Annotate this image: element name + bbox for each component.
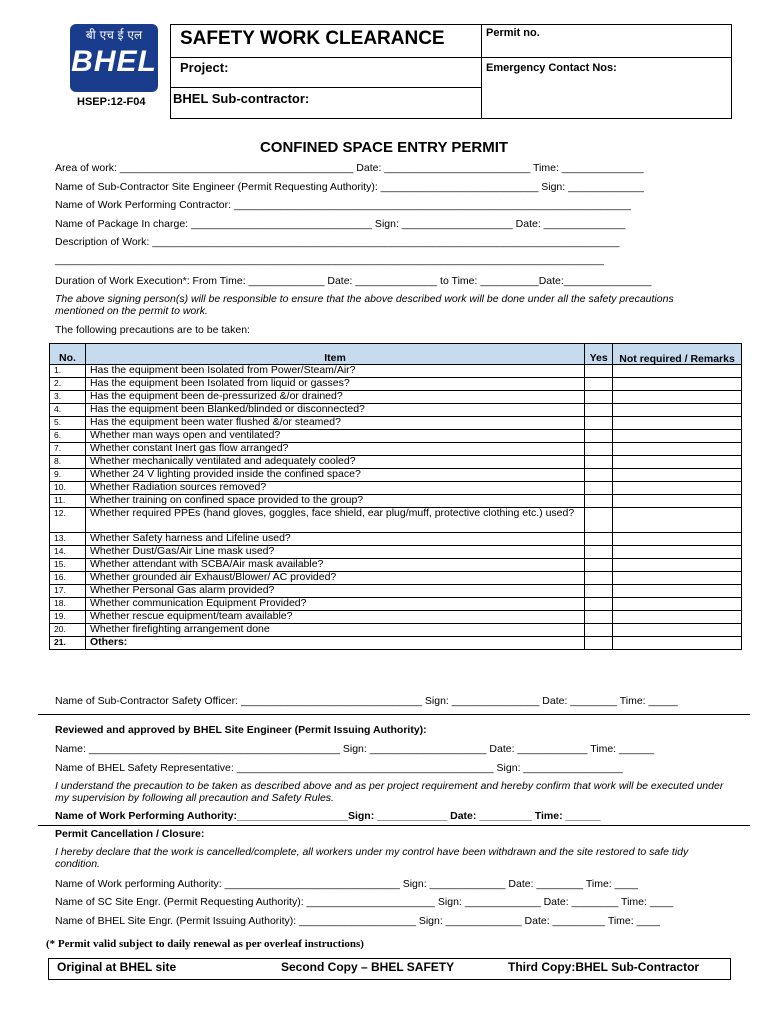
table-row: [50, 365, 742, 378]
row-number: 5.: [50, 417, 86, 430]
row-yes-cell[interactable]: [585, 482, 613, 495]
row-remarks-cell[interactable]: [613, 365, 742, 378]
row-remarks-cell[interactable]: [613, 378, 742, 391]
row-item: Whether Dust/Gas/Air Line mask used?: [85, 546, 584, 559]
table-row: [50, 546, 742, 559]
validity-note: (* Permit valid subject to daily renewal as per overleaf instructions): [46, 938, 364, 950]
closure-wpa-field[interactable]: Name of Work performing Authority: ______________________________ Sign: _____________ Date: ________ Time: ____: [55, 878, 639, 890]
row-number: 20.: [50, 624, 86, 637]
document-code: HSEP:12-F04: [77, 96, 146, 108]
copy-original: Original at BHEL site: [57, 960, 177, 974]
row-yes-cell[interactable]: [585, 391, 613, 404]
row-remarks-cell[interactable]: [613, 404, 742, 417]
row-yes-cell[interactable]: [585, 365, 613, 378]
row-number: 1.: [50, 365, 86, 378]
row-remarks-cell[interactable]: [613, 443, 742, 456]
section-divider-2: [38, 825, 750, 826]
row-number: 4.: [50, 404, 86, 417]
permit-title: CONFINED SPACE ENTRY PERMIT: [259, 139, 509, 156]
project-label: Project:: [180, 60, 229, 75]
table-row: [50, 378, 742, 391]
site-engineer-field[interactable]: Name of Sub-Contractor Site Engineer (Permit Requesting Authority): ___________________________ Sign: _____________: [55, 181, 644, 193]
section-divider: [38, 714, 750, 715]
row-yes-cell[interactable]: [585, 378, 613, 391]
row-number: 15.: [50, 559, 86, 572]
row-number: 2.: [50, 378, 86, 391]
work-performing-authority-field[interactable]: Name of Work Performing Authority:___________________Sign: ____________ Date: _________ Time: ______: [55, 810, 601, 822]
header-item: Item: [85, 344, 584, 365]
row-yes-cell[interactable]: [585, 559, 613, 572]
row-number: 9.: [50, 469, 86, 482]
emergency-cell: [482, 58, 731, 118]
row-number: 3.: [50, 391, 86, 404]
row-item: Whether constant Inert gas flow arranged?: [85, 443, 584, 456]
copy-third: Third Copy:BHEL Sub-Contractor: [508, 960, 700, 974]
row-item: Whether 24 V lighting provided inside the confined space?: [85, 469, 584, 482]
row-item: Whether mechanically ventilated and adequately cooled?: [85, 456, 584, 469]
row-item: Whether Radiation sources removed?: [85, 482, 584, 495]
row-number: 16.: [50, 572, 86, 585]
row-yes-cell[interactable]: [585, 598, 613, 611]
row-item: Whether communication Equipment Provided?: [85, 598, 584, 611]
header-yes: Yes: [585, 344, 613, 365]
table-row: [50, 417, 742, 430]
header-box: [170, 24, 732, 119]
responsibility-note: The above signing person(s) will be responsible to ensure that the above described work will be done under all the safety precautions mentioned on the permit to work.: [55, 293, 674, 317]
row-yes-cell[interactable]: [585, 546, 613, 559]
row-yes-cell[interactable]: [585, 430, 613, 443]
safety-officer-field[interactable]: Name of Sub-Contractor Safety Officer: _______________________________ Sign: _______________ Date: ________ Time: _____: [55, 695, 678, 707]
row-remarks-cell[interactable]: [613, 637, 742, 650]
row-number: 17.: [50, 585, 86, 598]
header-remarks: Not required / Remarks: [613, 344, 742, 365]
row-yes-cell[interactable]: [585, 508, 613, 533]
header-title-cell: [171, 25, 482, 58]
row-number: 10.: [50, 482, 86, 495]
table-row: [50, 469, 742, 482]
emergency-contact-label: Emergency Contact Nos:: [486, 62, 617, 74]
table-row: [50, 611, 742, 624]
header-no: No.: [50, 344, 86, 365]
row-item: Whether rescue equipment/team available?: [85, 611, 584, 624]
review-heading: Reviewed and approved by BHEL Site Engineer (Permit Issuing Authority):: [55, 724, 427, 736]
row-item: Has the equipment been de-pressurized &/or drained?: [85, 391, 584, 404]
table-row: [50, 391, 742, 404]
table-row: [50, 585, 742, 598]
row-remarks-cell[interactable]: [613, 559, 742, 572]
row-number: 7.: [50, 443, 86, 456]
table-row: [50, 456, 742, 469]
closure-bhel-engineer-field[interactable]: Name of BHEL Site Engr. (Permit Issuing Authority): ____________________ Sign: _____________ Date: _________ Time: ____: [55, 915, 660, 927]
row-remarks-cell[interactable]: [613, 572, 742, 585]
project-cell: [171, 58, 482, 88]
row-yes-cell[interactable]: [585, 637, 613, 650]
row-remarks-cell[interactable]: [613, 456, 742, 469]
row-number: 19.: [50, 611, 86, 624]
logo-hindi-text: बी एच ई एल: [85, 28, 143, 42]
row-yes-cell[interactable]: [585, 404, 613, 417]
row-number: 12.: [50, 508, 86, 533]
row-item: Whether Personal Gas alarm provided?: [85, 585, 584, 598]
table-row: [50, 482, 742, 495]
work-contractor-field[interactable]: Name of Work Performing Contractor: ____________________________________________________________________: [55, 199, 632, 211]
table-row: [50, 598, 742, 611]
precautions-intro: The following precautions are to be taken:: [55, 324, 250, 336]
row-item: Whether grounded air Exhaust/Blower/ AC provided?: [85, 572, 584, 585]
table-row: [50, 533, 742, 546]
duration-field[interactable]: Duration of Work Execution*: From Time: _____________ Date: ______________ to Time: __________Date:_______________: [55, 275, 652, 287]
row-item: Whether training on confined space provided to the group?: [85, 495, 584, 508]
row-number: 8.: [50, 456, 86, 469]
row-yes-cell[interactable]: [585, 495, 613, 508]
row-yes-cell[interactable]: [585, 469, 613, 482]
row-item: Has the equipment been Blanked/blinded or disconnected?: [85, 404, 584, 417]
table-row: [50, 404, 742, 417]
table-row: [50, 572, 742, 585]
row-remarks-cell[interactable]: [613, 546, 742, 559]
row-number: 18.: [50, 598, 86, 611]
row-yes-cell[interactable]: [585, 417, 613, 430]
description-field-line2[interactable]: ______________________________________________________________________________________________: [55, 254, 604, 266]
subcontractor-label: BHEL Sub-contractor:: [173, 91, 310, 106]
row-item: Whether attendant with SCBA/Air mask available?: [85, 559, 584, 572]
row-item: Whether required PPEs (hand gloves, goggles, face shield, ear plug/muff, protective clothing etc.) used?: [85, 508, 584, 533]
row-yes-cell[interactable]: [585, 533, 613, 546]
table-row: [50, 637, 742, 650]
subcontractor-cell: [171, 88, 482, 118]
form-title: SAFETY WORK CLEARANCE: [180, 28, 445, 49]
row-remarks-cell[interactable]: [613, 469, 742, 482]
row-remarks-cell[interactable]: [613, 611, 742, 624]
cancellation-note: I hereby declare that the work is cancelled/complete, all workers under my control have been withdrawn and the site restored to safe tidy condition.: [55, 846, 689, 870]
row-number: 21.: [50, 637, 86, 650]
closure-sc-engineer-field[interactable]: Name of SC Site Engr. (Permit Requesting Authority): ______________________ Sign: _____________ Date: ________ Time: ____: [55, 896, 674, 908]
row-number: 13.: [50, 533, 86, 546]
row-yes-cell[interactable]: [585, 443, 613, 456]
copy-second: Second Copy – BHEL SAFETY: [281, 960, 455, 974]
row-number: 11.: [50, 495, 86, 508]
row-item: Whether firefighting arrangement done: [85, 624, 584, 637]
table-row: [50, 624, 742, 637]
row-remarks-cell[interactable]: [613, 598, 742, 611]
row-yes-cell[interactable]: [585, 585, 613, 598]
row-remarks-cell[interactable]: [613, 391, 742, 404]
row-item: Whether Safety harness and Lifeline used?: [85, 533, 584, 546]
row-remarks-cell[interactable]: [613, 533, 742, 546]
understand-note: I understand the precaution to be taken as described above and as per project requirement and hereby confirm that work will be executed under my supervision by following all precaution and Safety Rules.: [55, 780, 724, 804]
cancellation-heading: Permit Cancellation / Closure:: [55, 828, 205, 840]
table-row: [50, 443, 742, 456]
table-header-row: [50, 344, 742, 365]
area-of-work-field[interactable]: Area of work: ________________________________________ Date: _________________________ Time: ______________: [55, 162, 644, 174]
row-yes-cell[interactable]: [585, 611, 613, 624]
copies-box: [48, 958, 731, 980]
permit-no-cell: [482, 25, 731, 58]
row-remarks-cell[interactable]: [613, 482, 742, 495]
row-remarks-cell[interactable]: [613, 417, 742, 430]
package-incharge-field[interactable]: Name of Package In charge: _______________________________ Sign: ___________________ Date: ______________: [55, 218, 626, 230]
engineer-name-field[interactable]: Name: ___________________________________________ Sign: ____________________ Date: ____________ Time: ______: [55, 743, 655, 755]
permit-no-label: Permit no.: [486, 27, 540, 39]
row-item: Has the equipment been Isolated from liquid or gasses?: [85, 378, 584, 391]
row-number: 6.: [50, 430, 86, 443]
row-item: Has the equipment been water flushed &/or steamed?: [85, 417, 584, 430]
table-row: [50, 508, 742, 533]
row-yes-cell[interactable]: [585, 456, 613, 469]
row-remarks-cell[interactable]: [613, 585, 742, 598]
row-item: Whether man ways open and ventilated?: [85, 430, 584, 443]
safety-rep-field[interactable]: Name of BHEL Safety Representative: ____________________________________________ Sign: _________________: [55, 762, 623, 774]
row-remarks-cell[interactable]: [613, 508, 742, 533]
row-remarks-cell[interactable]: [613, 624, 742, 637]
table-row: [50, 430, 742, 443]
row-yes-cell[interactable]: [585, 572, 613, 585]
bhel-logo: [70, 24, 158, 92]
logo-brand-text: BHEL: [71, 45, 157, 78]
row-remarks-cell[interactable]: [613, 495, 742, 508]
precautions-table: [49, 343, 742, 650]
row-remarks-cell[interactable]: [613, 430, 742, 443]
row-yes-cell[interactable]: [585, 624, 613, 637]
row-item: Others:: [85, 637, 584, 650]
description-field[interactable]: Description of Work: ________________________________________________________________________________: [55, 236, 620, 248]
row-number: 14.: [50, 546, 86, 559]
table-row: [50, 559, 742, 572]
row-item: Has the equipment been Isolated from Power/Steam/Air?: [85, 365, 584, 378]
table-row: [50, 495, 742, 508]
